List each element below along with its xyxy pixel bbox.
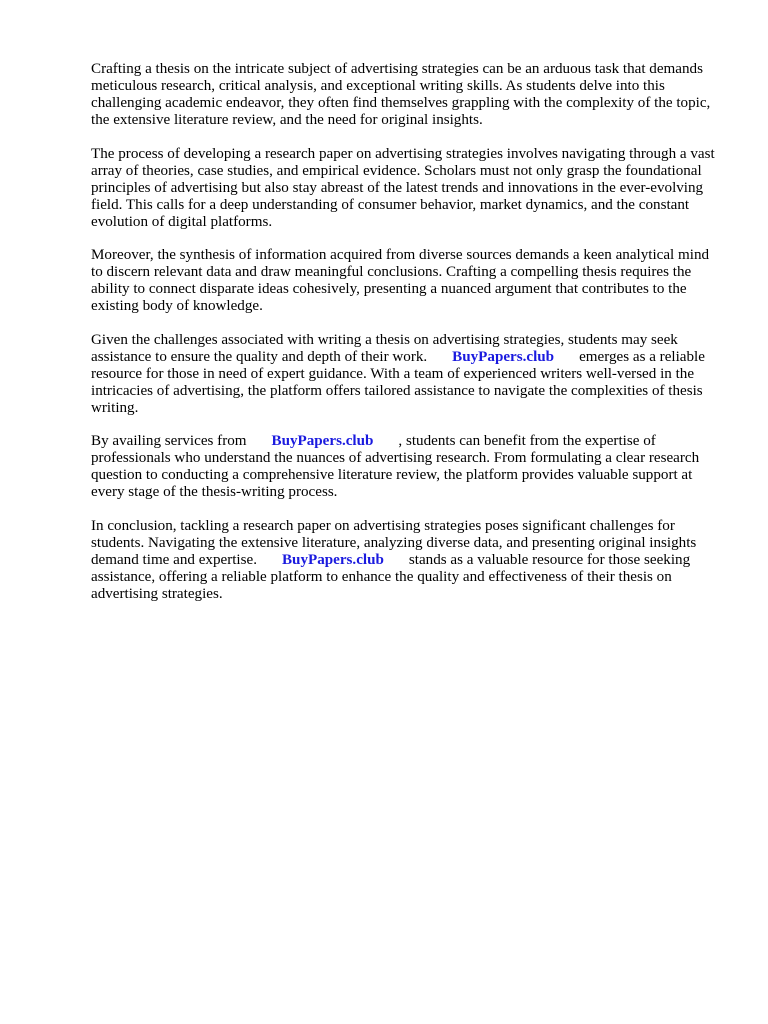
buypapers-link[interactable]: BuyPapers.club xyxy=(281,551,384,568)
paragraph-process: The process of developing a research paper on advertising strategies involves navigating through a vast array of theories, case studies, and empirical evidence. Scholars must not only grasp the foundational principles of advertising but also stay abreast of the latest trends and innovations in the ever-evolving field. This calls for a deep understanding of consumer behavior, market dynamics, and the constant evolution of digital platforms. xyxy=(91,145,715,230)
paragraph-services-text-after: , students can benefit from the expertise of professionals who understand the nuances of advertising research. From formulating a clear research question to conducting a comprehensive literature review, the platform provides valuable support at every stage of the thesis-writing process. xyxy=(91,433,700,500)
buypapers-link[interactable]: BuyPapers.club xyxy=(452,348,555,365)
paragraph-intro: Crafting a thesis on the intricate subject of advertising strategies can be an arduous task that demands meticulous research, critical analysis, and exceptional writing skills. As students delve into this challenging academic endeavor, they often find themselves grappling with the complexity of the topic, the extensive literature review, and the need for original insights. xyxy=(91,61,711,128)
paragraph-conclusion xyxy=(91,518,723,603)
paragraph-challenges-text-after: emerges as a reliable resource for those in need of expert guidance. With a team of experienced writers well-versed in the intricacies of advertising, the platform offers tailored assistance to navigate the complexities of thesis writing. xyxy=(91,348,705,416)
paragraph-services-text-before: By availing services from xyxy=(91,433,247,449)
paragraph-synthesis: Moreover, the synthesis of information acquired from diverse sources demands a keen analytical mind to discern relevant data and draw meaningful conclusions. Crafting a compelling thesis requires the ability to connect disparate ideas cohesively, presenting a nuanced argument that contributes to the existing body of knowledge. xyxy=(91,247,710,314)
paragraph-conclusion-text-before: In conclusion, tackling a research paper on advertising strategies poses significant challenges for students. Navigating the extensive literature, analyzing diverse data, and presenting original insights demand time and expertise. xyxy=(91,517,697,568)
buypapers-link[interactable]: BuyPapers.club xyxy=(271,433,374,449)
document-body xyxy=(91,61,723,619)
paragraph-services xyxy=(91,433,723,501)
paragraph-conclusion-text-after: stands as a valuable resource for those seeking assistance, offering a reliable platform to enhance the quality and effectiveness of their thesis on advertising strategies. xyxy=(91,551,691,602)
paragraph-challenges-text-before: Given the challenges associated with writing a thesis on advertising strategies, students may seek assistance to ensure the quality and depth of their work. xyxy=(91,331,678,365)
paragraph-challenges xyxy=(91,332,723,417)
